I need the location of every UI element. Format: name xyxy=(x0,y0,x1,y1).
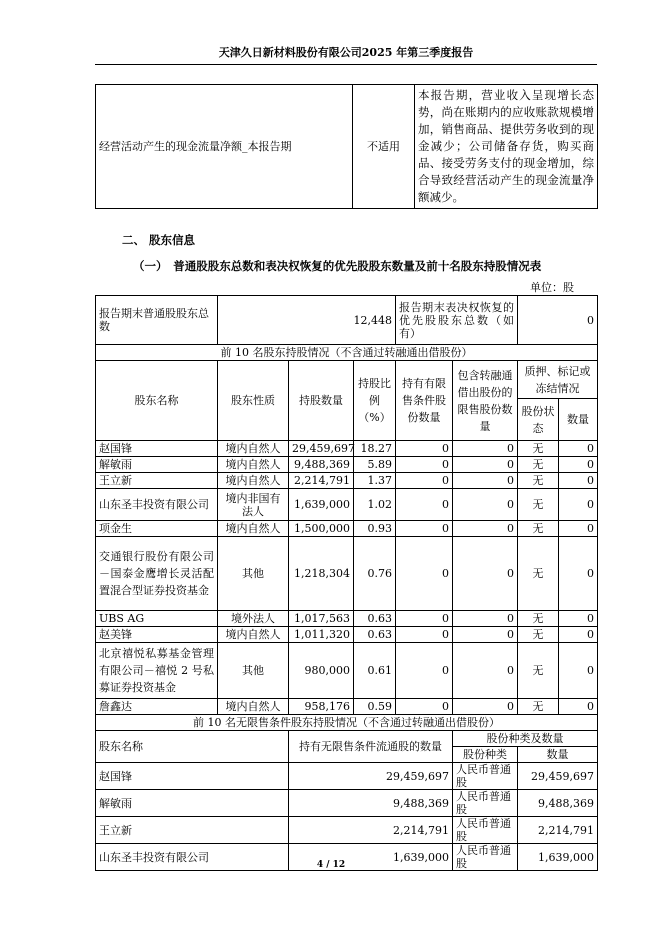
holder-lent: 0 xyxy=(453,537,518,611)
holder-name: 詹鑫达 xyxy=(96,699,218,715)
unrestricted-qty: 29,459,697 xyxy=(289,763,453,790)
holder-lent: 0 xyxy=(453,521,518,537)
holder-name: 赵美锋 xyxy=(96,627,218,643)
report-header-title: 天津久日新材料股份有限公司2025 年第三季度报告 xyxy=(218,46,474,59)
holder-name: 项金生 xyxy=(96,521,218,537)
holder-name: 解敏雨 xyxy=(96,457,218,473)
table-row xyxy=(96,643,598,699)
holder-nature: 境内自然人 xyxy=(218,473,289,489)
holder-nature: 境内自然人 xyxy=(218,457,289,473)
header-pledge-qty: 数量 xyxy=(559,399,598,441)
holder-shares: 1,011,320 xyxy=(289,627,354,643)
holder-pledge-status: 无 xyxy=(518,489,559,521)
unrestricted-name: 解敏雨 xyxy=(96,790,289,817)
holder-ratio: 0.63 xyxy=(354,627,396,643)
holder-restricted: 0 xyxy=(396,699,453,715)
unrestricted-kind: 人民币普通股 xyxy=(453,790,518,817)
holder-pledge-status: 无 xyxy=(518,643,559,699)
header-amount: 数量 xyxy=(518,747,598,763)
header-pledge: 质押、标记或冻结情况 xyxy=(518,361,598,399)
holder-pledge-qty: 0 xyxy=(559,473,598,489)
holder-name: 王立新 xyxy=(96,473,218,489)
header-holder-nature: 股东性质 xyxy=(218,361,289,441)
holder-pledge-status: 无 xyxy=(518,441,559,457)
holder-pledge-status: 无 xyxy=(518,627,559,643)
table-row xyxy=(96,489,598,521)
table-row xyxy=(96,85,598,209)
holder-nature: 境内非国有法人 xyxy=(218,489,289,521)
holder-restricted: 0 xyxy=(396,441,453,457)
header-kind: 股份种类 xyxy=(453,747,518,763)
unrestricted-title: 前 10 名无限售条件股东持股情况（不含通过转融通出借股份） xyxy=(96,715,598,731)
header-holder-name: 股东名称 xyxy=(96,361,218,441)
holder-lent: 0 xyxy=(453,643,518,699)
holder-lent: 0 xyxy=(453,489,518,521)
holder-restricted: 0 xyxy=(396,489,453,521)
header-divider xyxy=(95,64,597,65)
holder-nature: 境内自然人 xyxy=(218,521,289,537)
holder-lent: 0 xyxy=(453,627,518,643)
holder-lent: 0 xyxy=(453,441,518,457)
top10-title: 前 10 名股东持股情况（不含通过转融通出借股份） xyxy=(96,345,598,361)
holder-lent: 0 xyxy=(453,611,518,627)
unrestricted-name: 赵国锋 xyxy=(96,763,289,790)
holder-ratio: 0.63 xyxy=(354,611,396,627)
shareholders-table xyxy=(95,295,598,871)
header-restricted: 持有有限售条件股份数量 xyxy=(396,361,453,441)
holder-lent: 0 xyxy=(453,699,518,715)
holder-name: 北京禧悦私募基金管理有限公司－禧悦 2 号私募证券投资基金 xyxy=(96,643,218,699)
holder-pledge-qty: 0 xyxy=(559,643,598,699)
table-row xyxy=(96,790,598,817)
table-row xyxy=(96,441,598,457)
holder-shares: 2,214,791 xyxy=(289,473,354,489)
holder-ratio: 0.93 xyxy=(354,521,396,537)
holder-pledge-status: 无 xyxy=(518,611,559,627)
holder-restricted: 0 xyxy=(396,473,453,489)
holder-pledge-qty: 0 xyxy=(559,521,598,537)
table-row xyxy=(96,473,598,489)
header-kind-group: 股份种类及数量 xyxy=(453,731,598,747)
table-row xyxy=(96,627,598,643)
holder-name: 山东圣丰投资有限公司 xyxy=(96,489,218,521)
holder-restricted: 0 xyxy=(396,457,453,473)
holder-restricted: 0 xyxy=(396,627,453,643)
holder-shares: 1,500,000 xyxy=(289,521,354,537)
holder-pledge-qty: 0 xyxy=(559,537,598,611)
summary-row xyxy=(96,296,598,345)
holder-name: UBS AG xyxy=(96,611,218,627)
holder-shares: 9,488,369 xyxy=(289,457,354,473)
unrestricted-kind: 人民币普通股 xyxy=(453,817,518,844)
unrestricted-title-row xyxy=(96,715,598,731)
holder-ratio: 0.59 xyxy=(354,699,396,715)
holder-nature: 境内自然人 xyxy=(218,699,289,715)
holder-pledge-qty: 0 xyxy=(559,611,598,627)
holder-shares: 1,218,304 xyxy=(289,537,354,611)
unrestricted-kind: 人民币普通股 xyxy=(453,844,518,871)
holder-ratio: 1.37 xyxy=(354,473,396,489)
holder-restricted: 0 xyxy=(396,643,453,699)
holder-nature: 其他 xyxy=(218,643,289,699)
holder-ratio: 0.61 xyxy=(354,643,396,699)
unrestricted-qty: 2,214,791 xyxy=(289,817,453,844)
unrestricted-name: 山东圣丰投资有限公司 xyxy=(96,844,289,871)
total-holders-value: 12,448 xyxy=(218,296,396,345)
holder-shares: 1,639,000 xyxy=(289,489,354,521)
holder-pledge-status: 无 xyxy=(518,521,559,537)
holder-pledge-status: 无 xyxy=(518,457,559,473)
holder-shares: 958,176 xyxy=(289,699,354,715)
top10-header-row xyxy=(96,361,598,399)
holder-pledge-status: 无 xyxy=(518,699,559,715)
holder-restricted: 0 xyxy=(396,611,453,627)
table-row xyxy=(96,611,598,627)
subsection-heading: （一） 普通股股东总数和表决权恢复的优先股股东数量及前十名股东持股情况表 xyxy=(133,259,542,273)
unrestricted-amount: 2,214,791 xyxy=(518,817,598,844)
holder-pledge-status: 无 xyxy=(518,537,559,611)
unit-label: 单位：股 xyxy=(530,281,574,294)
holder-shares: 980,000 xyxy=(289,643,354,699)
holder-lent: 0 xyxy=(453,457,518,473)
holder-nature: 其他 xyxy=(218,537,289,611)
table-row xyxy=(96,699,598,715)
holder-name: 赵国锋 xyxy=(96,441,218,457)
top10-title-row xyxy=(96,345,598,361)
table-row xyxy=(96,763,598,790)
holder-pledge-qty: 0 xyxy=(559,489,598,521)
holder-shares: 1,017,563 xyxy=(289,611,354,627)
holder-nature: 境内自然人 xyxy=(218,441,289,457)
holder-restricted: 0 xyxy=(396,537,453,611)
holder-lent: 0 xyxy=(453,473,518,489)
holder-name: 交通银行股份有限公司－国泰金鹰增长灵活配置混合型证券投资基金 xyxy=(96,537,218,611)
table-row xyxy=(96,521,598,537)
holder-pledge-qty: 0 xyxy=(559,627,598,643)
pref-holders-value: 0 xyxy=(518,296,598,345)
header-shares: 持股数量 xyxy=(289,361,354,441)
holder-pledge-qty: 0 xyxy=(559,699,598,715)
page-number: 4 / 12 xyxy=(316,860,346,870)
holder-pledge-status: 无 xyxy=(518,473,559,489)
table-row xyxy=(96,457,598,473)
unrestricted-qty: 9,488,369 xyxy=(289,790,453,817)
holder-restricted: 0 xyxy=(396,521,453,537)
cash-flow-table xyxy=(95,84,598,209)
cash-flow-reason: 本报告期，营业收入呈现增长态势，尚在账期内的应收账款规模增加，销售商品、提供劳务收到的现金减少；公司储备存货，购买商品、接受劳务支付的现金增加，综合导致经营活动产生的现金流量净额减少。 xyxy=(415,85,598,209)
holder-ratio: 0.76 xyxy=(354,537,396,611)
header-unrestricted-qty: 持有无限售条件流通股的数量 xyxy=(289,731,453,763)
unrestricted-qty: 1,639,000 xyxy=(289,844,453,871)
holder-shares: 29,459,697 xyxy=(289,441,354,457)
holder-pledge-qty: 0 xyxy=(559,457,598,473)
unrestricted-header-row xyxy=(96,731,598,747)
cash-flow-change: 不适用 xyxy=(353,85,415,209)
unrestricted-amount: 1,639,000 xyxy=(518,844,598,871)
holder-pledge-qty: 0 xyxy=(559,441,598,457)
table-row xyxy=(96,817,598,844)
header-pledge-status: 股份状态 xyxy=(518,399,559,441)
unrestricted-name: 王立新 xyxy=(96,817,289,844)
holder-ratio: 1.02 xyxy=(354,489,396,521)
pref-holders-label: 报告期末表决权恢复的优先股股东总数（如有） xyxy=(396,296,518,345)
unrestricted-kind: 人民币普通股 xyxy=(453,763,518,790)
total-holders-label: 报告期末普通股股东总数 xyxy=(96,296,218,345)
unrestricted-amount: 29,459,697 xyxy=(518,763,598,790)
holder-nature: 境内自然人 xyxy=(218,627,289,643)
holder-ratio: 5.89 xyxy=(354,457,396,473)
header-ratio: 持股比例（%） xyxy=(354,361,396,441)
holder-nature: 境外法人 xyxy=(218,611,289,627)
table-row xyxy=(96,537,598,611)
holder-ratio: 18.27 xyxy=(354,441,396,457)
unrestricted-amount: 9,488,369 xyxy=(518,790,598,817)
header-lent: 包含转融通借出股份的限售股份数量 xyxy=(453,361,518,441)
header-unrestricted-name: 股东名称 xyxy=(96,731,289,763)
section-heading: 二、 股东信息 xyxy=(122,233,196,247)
cash-flow-item-label: 经营活动产生的现金流量净额_本报告期 xyxy=(96,85,353,209)
